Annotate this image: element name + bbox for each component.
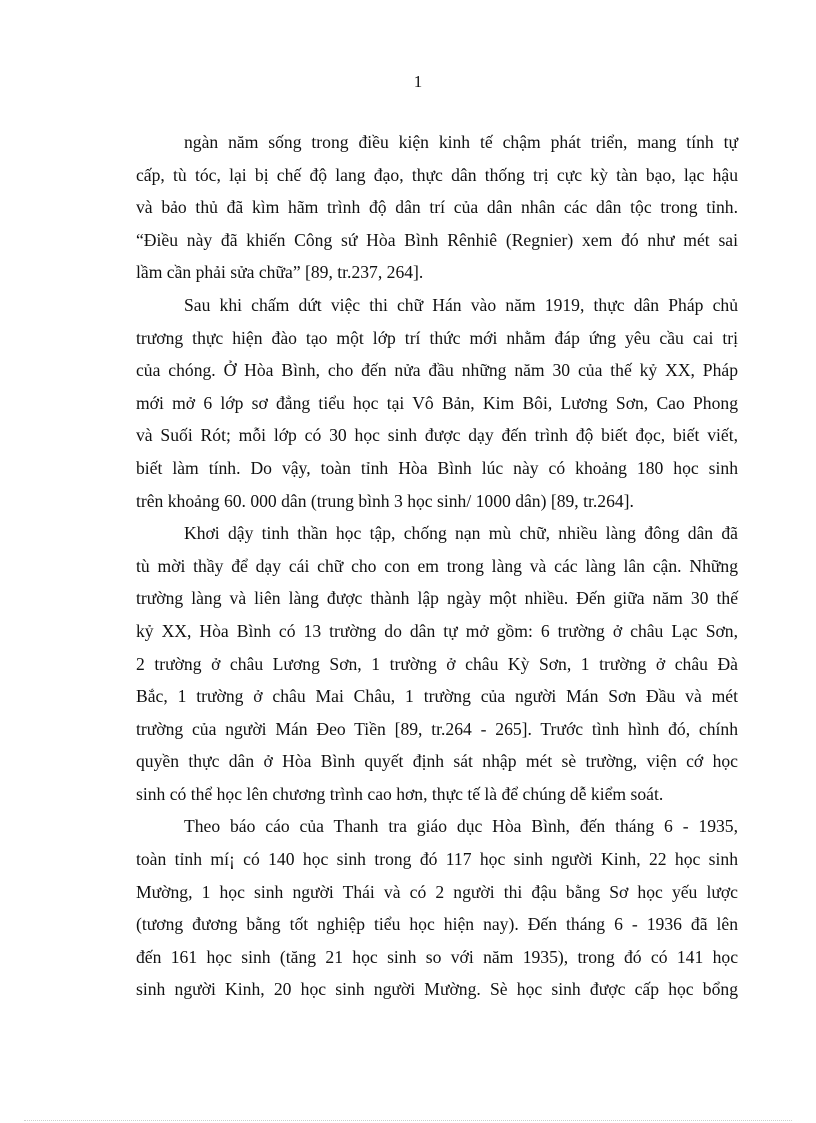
text-line: của chóng. Ở Hòa Bình, cho đến nửa đầu những năm 30 của thế kỷ XX, Pháp (136, 360, 738, 381)
text-line: trương thực hiện đào tạo một lớp trí thức mới nhằm đáp ứng yêu cầu cai trị (136, 327, 738, 348)
text-line: Mường, 1 học sinh người Thái và có 2 người thi đậu bằng Sơ học yếu lược (136, 881, 738, 902)
text-line: mới mở 6 lớp sơ đẳng tiểu học tại Vô Bản, Kim Bôi, Lương Sơn, Cao Phong (136, 392, 738, 413)
text-line: biết làm tính. Do vậy, toàn tỉnh Hòa Bình lúc này có khoảng 180 học sinh (136, 457, 738, 478)
paragraph (136, 289, 738, 517)
text-line: trên khoảng 60. 000 dân (trung bình 3 học sinh/ 1000 dân) [89, tr.264]. (136, 490, 634, 511)
text-line: Khơi dậy tinh thần học tập, chống nạn mù chữ, nhiều làng đông dân đã (184, 523, 738, 544)
paragraph (136, 810, 738, 1006)
text-line: 2 trường ở châu Lương Sơn, 1 trường ở châu Kỳ Sơn, 1 trường ở châu Đà (136, 653, 738, 674)
page-number: 1 (413, 72, 423, 91)
paragraph (136, 517, 738, 810)
page-bottom-rule (24, 1120, 792, 1121)
paragraph (136, 126, 738, 289)
text-line: toàn tỉnh mí¡ có 140 học sinh trong đó 117 học sinh người Kinh, 22 học sinh (136, 849, 738, 870)
text-line: Theo báo cáo của Thanh tra giáo dục Hòa Bình, đến tháng 6 - 1935, (184, 816, 738, 837)
text-line: sinh người Kinh, 20 học sinh người Mường. Sè học sinh được cấp học bổng (136, 979, 738, 1000)
text-line: lầm cần phải sửa chữa” [89, tr.237, 264]. (136, 262, 424, 283)
text-line: kỷ XX, Hòa Bình có 13 trường do dân tự mở gồm: 6 trường ở châu Lạc Sơn, (136, 620, 738, 641)
body-text (136, 126, 738, 1006)
text-line: đến 161 học sinh (tăng 21 học sinh so với năm 1935), trong đó có 141 học (136, 946, 738, 967)
text-line: và Suối Rót; mỗi lớp có 30 học sinh được dạy đến trình độ biết đọc, biết viết, (136, 425, 738, 446)
text-line: ngàn năm sống trong điều kiện kinh tế chậm phát triển, mang tính tự (184, 132, 738, 152)
text-line: sinh có thể học lên chương trình cao hơn, thực tế là để chúng dễ kiểm soát. (136, 783, 664, 804)
text-line: trường làng và liên làng được thành lập ngày một nhiều. Đến giữa năm 30 thế (136, 588, 738, 609)
text-line: quyền thực dân ở Hòa Bình quyết định sát nhập mét sè trường, viện cớ học (136, 751, 738, 772)
text-line: trường của người Mán Đeo Tiền [89, tr.264 - 265]. Trước tình hình đó, chính (136, 718, 738, 739)
text-line: “Điều này đã khiến Công sứ Hòa Bình Rênhiê (Regnier) xem đó như mét sai (136, 229, 738, 250)
text-line: và bảo thủ đã kìm hãm trình độ dân trí của dân nhân các dân tộc trong tỉnh. (136, 197, 738, 218)
text-line: tù mời thầy để dạy cái chữ cho con em trong làng và các làng lân cận. Những (136, 555, 738, 576)
text-line: (tương đương bằng tốt nghiệp tiểu học hiện nay). Đến tháng 6 - 1936 đã lên (136, 914, 738, 935)
text-line: cấp, tù tóc, lại bị chế độ lang đạo, thực dân thống trị cực kỳ tàn bạo, lạc hậu (136, 164, 738, 185)
text-line: Bắc, 1 trường ở châu Mai Châu, 1 trường của người Mán Sơn Đầu và mét (136, 686, 738, 707)
text-line: Sau khi chấm dứt việc thi chữ Hán vào năm 1919, thực dân Pháp chủ (184, 294, 738, 315)
